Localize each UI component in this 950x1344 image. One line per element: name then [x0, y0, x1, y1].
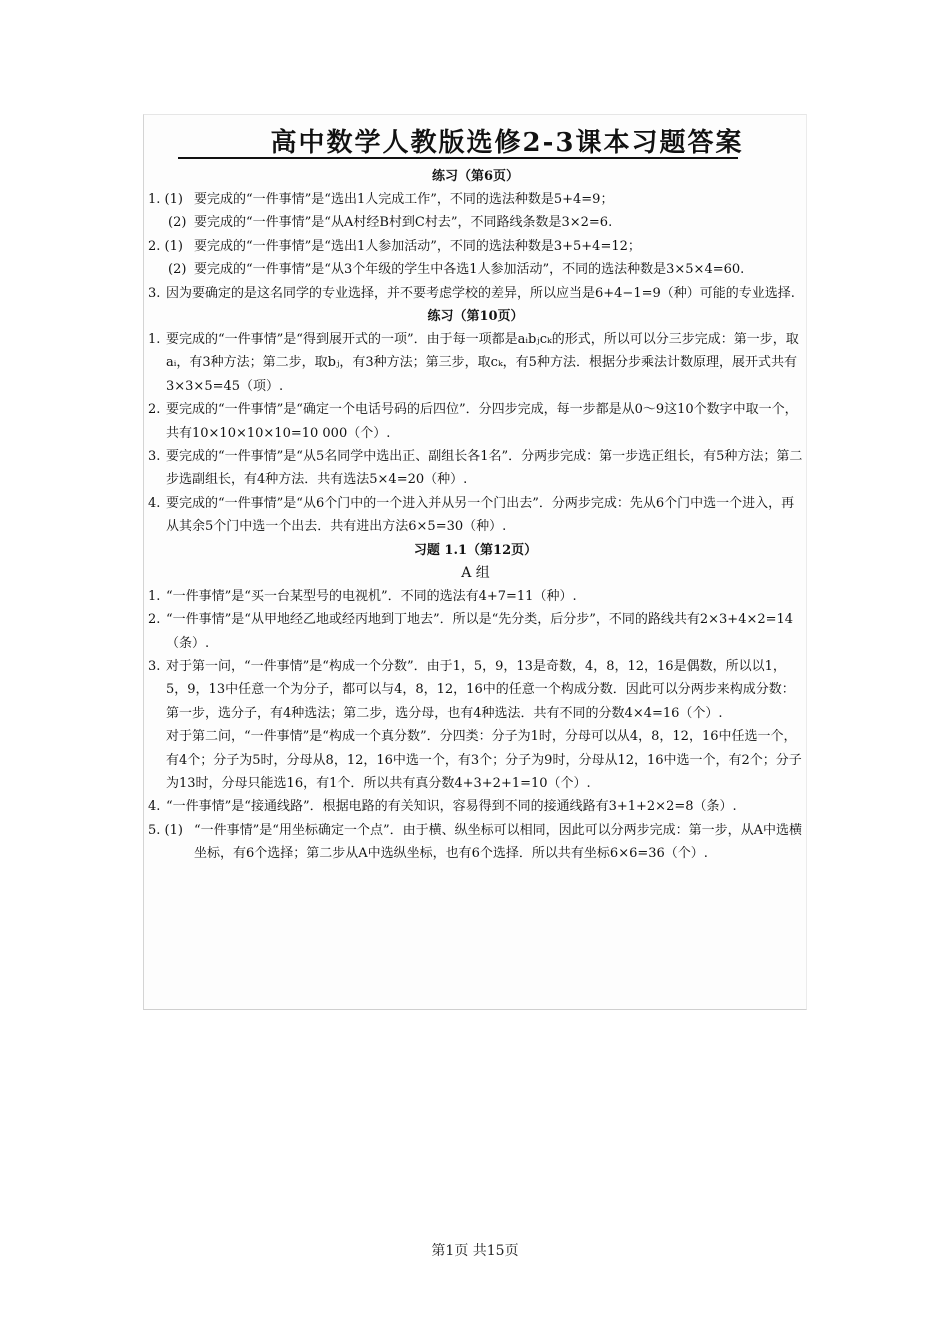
item-number: 3. [148, 658, 161, 674]
answer-item [148, 655, 803, 725]
item-number: (2) [168, 215, 187, 231]
section-heading: 练习（第6页） [431, 169, 520, 184]
answer-item [148, 819, 803, 866]
item-number: 3. [148, 449, 161, 465]
item-text: 要完成的“一件事情”是“选出1人完成工作”，不同的选法种数是5+4=9； [194, 192, 614, 207]
item-number: 5. (1) [148, 822, 183, 838]
answer-content [148, 165, 803, 866]
answer-item [148, 608, 803, 655]
page-footer: 第1页 共15页 [431, 1243, 519, 1259]
item-number: 4. [148, 799, 161, 815]
answer-paragraph: 对于第二问，“一件事情”是“构成一个真分数”．分四类：分子为1时，分母可以从4，8，12，16中任选一个，有4个；分子为5时，分母从8，12，16中选一个，有3个；分子为9时，分母从12，16中选一个，有2个；分子为13时，分母只能选16，有1个．所以共有真分数4+3+2+1=10（个）. [166, 729, 802, 791]
item-number: 1. [148, 332, 161, 348]
item-text: 因为要确定的是这名同学的专业选择，并不要考虑学校的差异，所以应当是6+4−1=9（种）可能的专业选择. [166, 285, 795, 301]
answer-item [148, 585, 803, 608]
item-number: 4. [148, 495, 161, 511]
answer-item [148, 328, 803, 398]
item-text: 要完成的“一件事情”是“从A村经B村到C村去”，不同路线条数是3×2=6. [194, 215, 613, 231]
title-underline [178, 157, 738, 159]
answer-item [148, 492, 803, 539]
answer-item [148, 445, 803, 492]
item-text: 要完成的“一件事情”是“从6个门中的一个进入并从另一个门出去”．分两步完成：先从6个门中选一个进入，再从其余5个门中选一个出去．共有进出方法6×5=30（种）. [166, 495, 795, 535]
item-text: 对于第一问，“一件事情”是“构成一个分数”．由于1，5，9，13是奇数，4，8，12，16是偶数，所以以1，5，9，13中任意一个为分子，都可以与4，8，12，16中的任意一个构成分数．因此可以分两步来构成分数：第一步，选分子，有4种选法；第二步，选分母，也有4种选法．共有不同的分数4×4=16（个）. [166, 658, 795, 721]
item-number: 1. [148, 588, 161, 604]
answer-item [148, 235, 803, 258]
item-number: 2. [148, 612, 161, 628]
item-number: 1. (1) [148, 192, 183, 207]
item-text: 要完成的“一件事情”是“从5名同学中选出正、副组长各1名”．分两步完成：第一步选正组长，有5种方法；第二步选副组长，有4种方法．共有选法5×4=20（种）. [166, 449, 803, 488]
item-text: “一件事情”是“从甲地经乙地或经丙地到丁地去”．所以是“先分类，后分步”，不同的路线共有2×3+4×2=14（条）. [166, 612, 794, 651]
answer-item [148, 282, 803, 305]
section-heading: 习题 1.1（第12页） [413, 542, 538, 558]
document-title: 高中数学人教版选修2-3课本习题答案 [270, 128, 744, 158]
group-heading: A 组 [461, 564, 490, 581]
answer-item [148, 258, 803, 281]
item-text: “一件事情”是“用坐标确定一个点”．由于横、纵坐标可以相同，因此可以分两步完成：第一步，从A中选横坐标，有6个选择；第二步从A中选纵坐标，也有6个选择．所以共有坐标6×6=36（个）. [194, 822, 802, 862]
item-text: 要完成的“一件事情”是“从3个年级的学生中各选1人参加活动”，不同的选法种数是3×5×4=60. [194, 262, 745, 278]
item-text: 要完成的“一件事情”是“选出1人参加活动”，不同的选法种数是3+5+4=12； [194, 238, 641, 254]
item-number: 2. (1) [148, 238, 183, 254]
section-heading: 练习（第10页） [427, 309, 524, 325]
item-number: (2) [168, 262, 187, 278]
item-text: 要完成的“一件事情”是“确定一个电话号码的后四位”．分四步完成，每一步都是从0～9这10个数字中取一个，共有10×10×10×10=10 000（个）. [166, 402, 798, 441]
item-number: 3. [148, 285, 161, 301]
answer-item [148, 188, 803, 211]
answer-item [148, 398, 803, 445]
answer-item [148, 211, 803, 234]
item-text: “一件事情”是“买一台某型号的电视机”．不同的选法有4+7=11（种）. [166, 588, 577, 604]
item-text: 要完成的“一件事情”是“得到展开式的一项”．由于每一项都是aᵢbⱼcₖ的形式，所以可以分三步完成：第一步，取aᵢ，有3种方法；第二步，取bⱼ，有3种方法；第三步，取cₖ，有5种方法．根据分步乘法计数原理，展开式共有3×3×5=45（项）. [166, 332, 799, 394]
item-number: 2. [148, 402, 161, 418]
scanned-page [143, 114, 807, 1010]
answer-item [148, 795, 803, 818]
item-text: “一件事情”是“接通线路”．根据电路的有关知识，容易得到不同的接通线路有3+1+2×2=8（条）. [166, 799, 737, 815]
